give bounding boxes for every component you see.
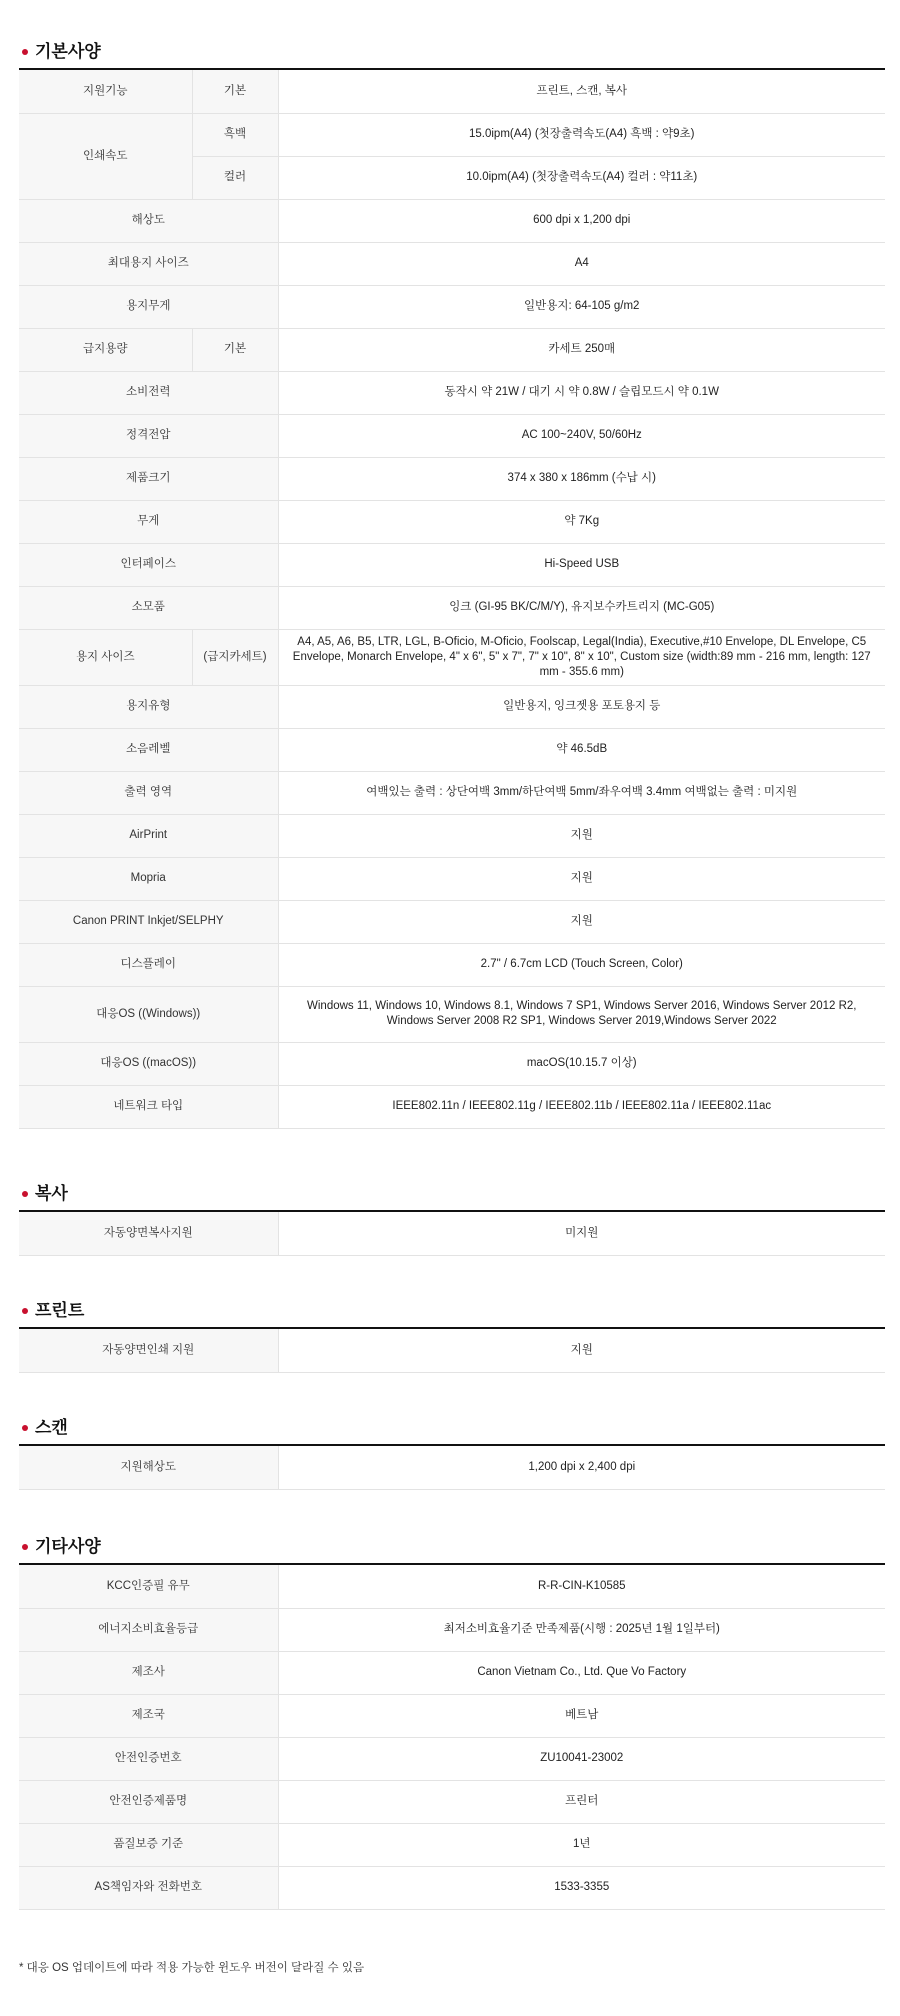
table-row bbox=[19, 242, 885, 285]
table-row bbox=[19, 1866, 885, 1909]
table-row bbox=[19, 70, 885, 113]
row-value: 지원 bbox=[278, 900, 885, 943]
row-value: 약 46.5dB bbox=[278, 728, 885, 771]
row-value: 1,200 dpi x 2,400 dpi bbox=[278, 1446, 885, 1489]
row-label: 대응OS ((macOS)) bbox=[19, 1042, 278, 1085]
row-sublabel: 기본 bbox=[192, 328, 278, 371]
row-value: 일반용지, 잉크젯용 포토용지 등 bbox=[278, 685, 885, 728]
row-value: 카세트 250매 bbox=[278, 328, 885, 371]
footnote: * 대응 OS 업데이트에 따라 적용 가능한 윈도우 버전이 달라질 수 있음 bbox=[19, 1962, 365, 1974]
table-row bbox=[19, 113, 885, 156]
table-row bbox=[19, 1446, 885, 1489]
spec-table-print bbox=[19, 1329, 885, 1373]
row-value: 지원 bbox=[278, 1329, 885, 1372]
row-label: 용지 사이즈 bbox=[19, 629, 192, 685]
table-row bbox=[19, 457, 885, 500]
row-value: 베트남 bbox=[278, 1694, 885, 1737]
row-label: 지원기능 bbox=[19, 70, 192, 113]
row-label: 출력 영역 bbox=[19, 771, 278, 814]
row-value: 미지원 bbox=[278, 1212, 885, 1255]
table-row bbox=[19, 1042, 885, 1085]
section-title bbox=[19, 1182, 885, 1212]
row-value: 최저소비효율기준 만족제품(시행 : 2025년 1월 1일부터) bbox=[278, 1608, 885, 1651]
row-value: R-R-CIN-K10585 bbox=[278, 1565, 885, 1608]
table-row bbox=[19, 500, 885, 543]
table-row bbox=[19, 586, 885, 629]
row-label: Canon PRINT Inkjet/SELPHY bbox=[19, 900, 278, 943]
row-value: Canon Vietnam Co., Ltd. Que Vo Factory bbox=[278, 1651, 885, 1694]
section-title-text: 기본사양 bbox=[35, 42, 101, 61]
row-label: 품질보증 기준 bbox=[19, 1823, 278, 1866]
row-value: 프린터 bbox=[278, 1780, 885, 1823]
row-label: 네트워크 타입 bbox=[19, 1085, 278, 1128]
table-row bbox=[19, 943, 885, 986]
bullet-icon bbox=[22, 49, 28, 55]
row-value: 여백있는 출력 : 상단여백 3mm/하단여백 5mm/좌우여백 3.4mm 여백없는 출력 : 미지원 bbox=[278, 771, 885, 814]
row-value: 10.0ipm(A4) (첫장출력속도(A4) 컬러 : 약11초) bbox=[278, 156, 885, 199]
row-value: 프린트, 스캔, 복사 bbox=[278, 70, 885, 113]
table-row bbox=[19, 728, 885, 771]
table-row bbox=[19, 199, 885, 242]
row-value: ZU10041-23002 bbox=[278, 1737, 885, 1780]
table-row bbox=[19, 1651, 885, 1694]
spec-table-scan bbox=[19, 1446, 885, 1490]
table-row bbox=[19, 900, 885, 943]
row-value: 1년 bbox=[278, 1823, 885, 1866]
row-label: 소비전력 bbox=[19, 371, 278, 414]
table-row bbox=[19, 1780, 885, 1823]
row-label: AS책임자와 전화번호 bbox=[19, 1866, 278, 1909]
table-row bbox=[19, 371, 885, 414]
table-row bbox=[19, 1737, 885, 1780]
row-label: 제조국 bbox=[19, 1694, 278, 1737]
row-label: 제품크기 bbox=[19, 457, 278, 500]
row-label: 급지용량 bbox=[19, 328, 192, 371]
section-title bbox=[19, 1535, 885, 1565]
section-copy bbox=[19, 1182, 885, 1256]
row-sublabel: (급지카세트) bbox=[192, 629, 278, 685]
row-value: 지원 bbox=[278, 857, 885, 900]
row-label: 용지유형 bbox=[19, 685, 278, 728]
table-row bbox=[19, 685, 885, 728]
row-label: 안전인증번호 bbox=[19, 1737, 278, 1780]
spec-table-etc bbox=[19, 1565, 885, 1910]
row-label: 정격전압 bbox=[19, 414, 278, 457]
row-label: 자동양면복사지원 bbox=[19, 1212, 278, 1255]
section-print bbox=[19, 1299, 885, 1373]
row-value: macOS(10.15.7 이상) bbox=[278, 1042, 885, 1085]
table-row bbox=[19, 814, 885, 857]
section-title bbox=[19, 1416, 885, 1446]
row-sublabel: 기본 bbox=[192, 70, 278, 113]
bullet-icon bbox=[22, 1544, 28, 1550]
section-title bbox=[19, 40, 885, 70]
bullet-icon bbox=[22, 1425, 28, 1431]
row-label: 디스플레이 bbox=[19, 943, 278, 986]
table-row bbox=[19, 629, 885, 685]
row-value: 약 7Kg bbox=[278, 500, 885, 543]
table-row bbox=[19, 1329, 885, 1372]
table-row bbox=[19, 1565, 885, 1608]
section-title-text: 복사 bbox=[35, 1184, 68, 1203]
row-value: IEEE802.11n / IEEE802.11g / IEEE802.11b / IEEE802.11a / IEEE802.11ac bbox=[278, 1085, 885, 1128]
row-label: 자동양면인쇄 지원 bbox=[19, 1329, 278, 1372]
row-value: A4, A5, A6, B5, LTR, LGL, B-Oficio, M-Oficio, Foolscap, Legal(India), Executive,#10 Envelope, DL Envelope, C5 Envelope, Monarch Envelope, 4" x 6", 5" x 7", 7" x 10", 8" x 10", Custom size (width:89 mm - 216 mm, length: 127 mm - 355.6 mm) bbox=[278, 629, 885, 685]
row-value: 동작시 약 21W / 대기 시 약 0.8W / 슬립모드시 약 0.1W bbox=[278, 371, 885, 414]
row-label: 용지무게 bbox=[19, 285, 278, 328]
table-row bbox=[19, 1823, 885, 1866]
row-label: 지원해상도 bbox=[19, 1446, 278, 1489]
row-value: 일반용지: 64-105 g/m2 bbox=[278, 285, 885, 328]
row-label: AirPrint bbox=[19, 814, 278, 857]
row-label: 무게 bbox=[19, 500, 278, 543]
row-label: 안전인증제품명 bbox=[19, 1780, 278, 1823]
row-sublabel: 흑백 bbox=[192, 113, 278, 156]
row-label: 소음레벨 bbox=[19, 728, 278, 771]
table-row bbox=[19, 414, 885, 457]
row-label: 인쇄속도 bbox=[19, 113, 192, 199]
section-title-text: 기타사양 bbox=[35, 1537, 101, 1556]
row-value: 지원 bbox=[278, 814, 885, 857]
table-row bbox=[19, 986, 885, 1042]
section-scan bbox=[19, 1416, 885, 1490]
table-row bbox=[19, 1212, 885, 1255]
row-label: 해상도 bbox=[19, 199, 278, 242]
row-value: Hi-Speed USB bbox=[278, 543, 885, 586]
table-row bbox=[19, 857, 885, 900]
section-title-text: 프린트 bbox=[35, 1301, 85, 1320]
row-value: Windows 11, Windows 10, Windows 8.1, Windows 7 SP1, Windows Server 2016, Windows Server 2012 R2, Windows Server 2008 R2 SP1, Windows Server 2019,Windows Server 2022 bbox=[278, 986, 885, 1042]
row-value: 잉크 (GI-95 BK/C/M/Y), 유지보수카트리지 (MC-G05) bbox=[278, 586, 885, 629]
row-label: KCC인증필 유무 bbox=[19, 1565, 278, 1608]
bullet-icon bbox=[22, 1191, 28, 1197]
table-row bbox=[19, 328, 885, 371]
section-basic bbox=[19, 40, 885, 1129]
row-value: 15.0ipm(A4) (첫장출력속도(A4) 흑백 : 약9초) bbox=[278, 113, 885, 156]
spec-table-copy bbox=[19, 1212, 885, 1256]
row-label: 최대용지 사이즈 bbox=[19, 242, 278, 285]
row-value: 2.7" / 6.7cm LCD (Touch Screen, Color) bbox=[278, 943, 885, 986]
spec-table-basic bbox=[19, 70, 885, 1129]
table-row bbox=[19, 285, 885, 328]
table-row bbox=[19, 1085, 885, 1128]
row-label: 소모품 bbox=[19, 586, 278, 629]
row-label: 대응OS ((Windows)) bbox=[19, 986, 278, 1042]
row-label: 에너지소비효율등급 bbox=[19, 1608, 278, 1651]
section-title bbox=[19, 1299, 885, 1329]
row-value: A4 bbox=[278, 242, 885, 285]
row-value: 1533-3355 bbox=[278, 1866, 885, 1909]
table-row bbox=[19, 1694, 885, 1737]
table-row bbox=[19, 543, 885, 586]
row-value: 600 dpi x 1,200 dpi bbox=[278, 199, 885, 242]
row-label: Mopria bbox=[19, 857, 278, 900]
section-title-text: 스캔 bbox=[35, 1418, 68, 1437]
row-label: 제조사 bbox=[19, 1651, 278, 1694]
section-etc bbox=[19, 1535, 885, 1910]
row-sublabel: 컬러 bbox=[192, 156, 278, 199]
table-row bbox=[19, 1608, 885, 1651]
row-value: 374 x 380 x 186mm (수납 시) bbox=[278, 457, 885, 500]
row-value: AC 100~240V, 50/60Hz bbox=[278, 414, 885, 457]
bullet-icon bbox=[22, 1308, 28, 1314]
row-label: 인터페이스 bbox=[19, 543, 278, 586]
table-row bbox=[19, 771, 885, 814]
